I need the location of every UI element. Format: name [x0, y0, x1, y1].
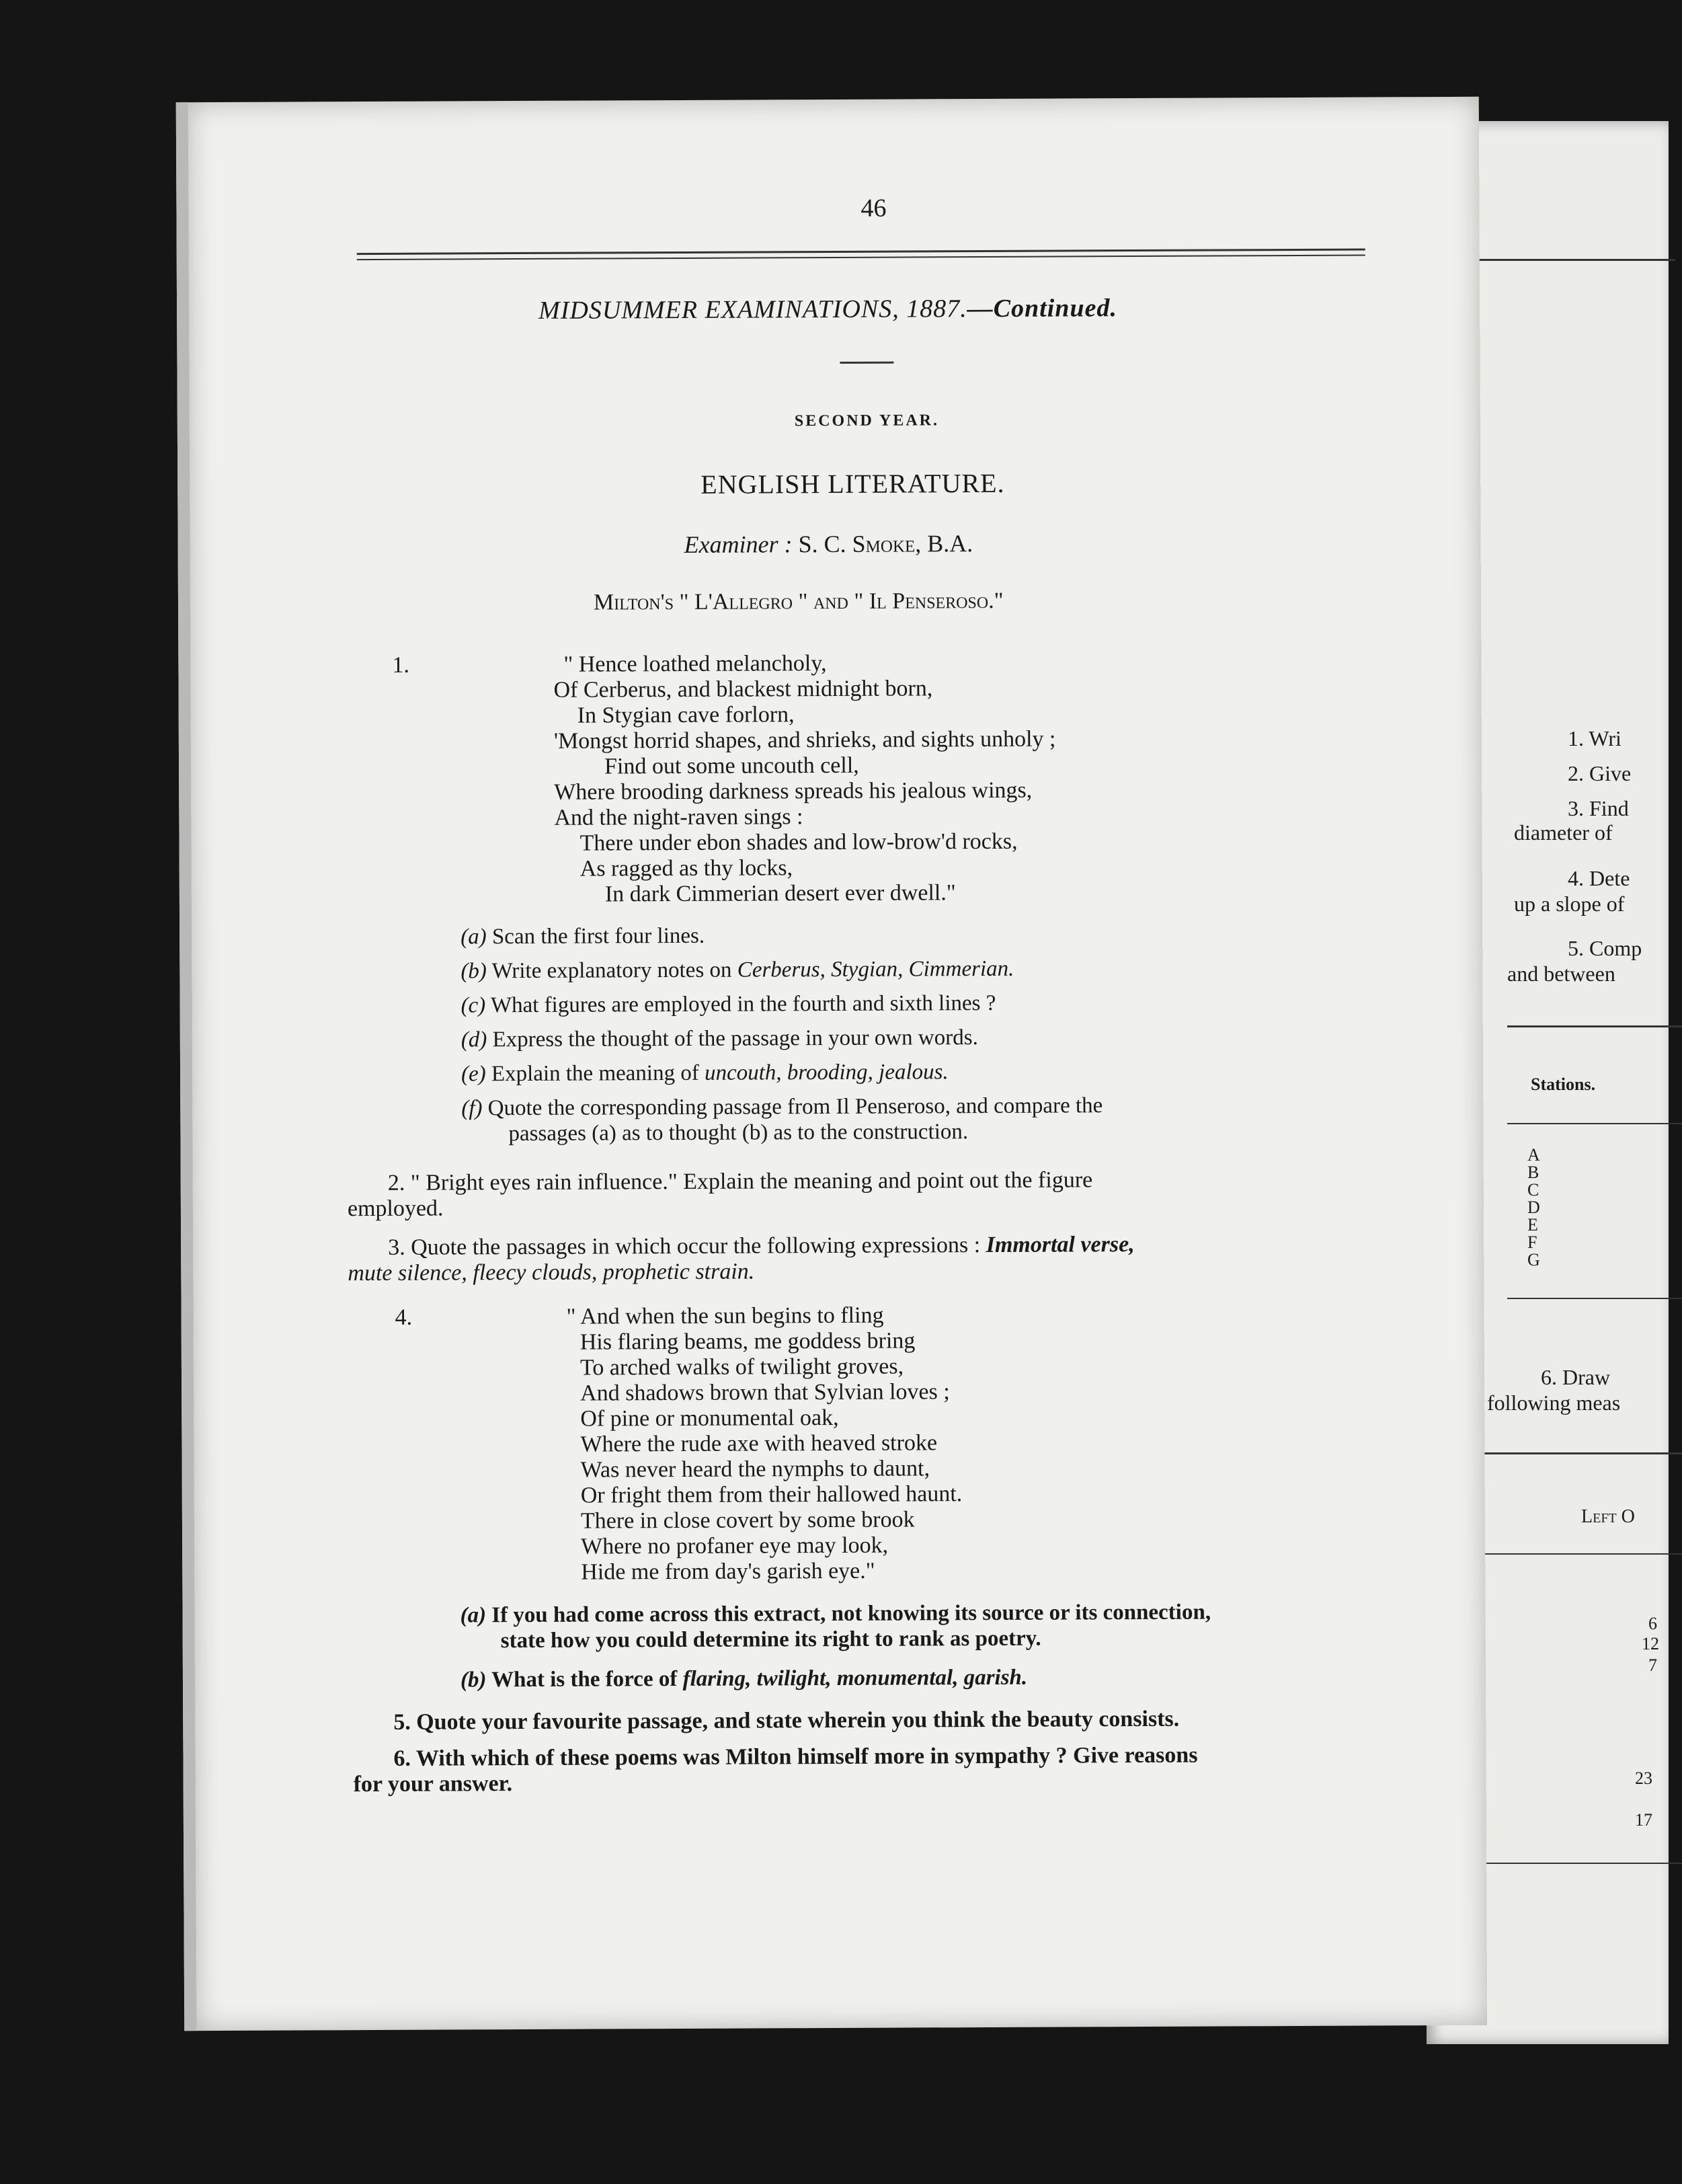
- table-rule: [1507, 1298, 1682, 1299]
- poem-line: Of pine or monumental oak,: [580, 1405, 839, 1432]
- table-header: Stations.: [1531, 1075, 1596, 1094]
- poem-line: In Stygian cave forlorn,: [577, 702, 795, 728]
- table-rule: [1480, 1553, 1682, 1555]
- sub-text: Quote the corresponding passage from Il Penseroso, and compare the: [487, 1093, 1103, 1121]
- sub-question: [461, 991, 996, 1018]
- sub-text: What figures are employed in the fourth and sixth lines ?: [490, 990, 996, 1018]
- sub-question: [461, 1025, 978, 1052]
- right-line: Left O: [1581, 1506, 1635, 1527]
- header-rule: [357, 255, 1365, 261]
- poem-line: As ragged as thy locks,: [579, 855, 793, 882]
- year-heading: SECOND YEAR.: [794, 412, 940, 430]
- question-number: 1.: [392, 652, 409, 678]
- sub-label: (a): [460, 1603, 487, 1628]
- sub-question: [460, 1666, 1027, 1693]
- question-5: 5. Quote your favourite passage, and state wherein you think the beauty consists.: [393, 1706, 1180, 1735]
- question-6: 6. With which of these poems was Milton himself more in sympathy ? Give reasons: [393, 1742, 1198, 1771]
- document-page: [176, 97, 1487, 2031]
- poem-line: And the night-raven sings :: [554, 804, 803, 830]
- sub-text-italic: uncouth, brooding, jealous.: [704, 1060, 949, 1085]
- right-line: and between: [1507, 962, 1615, 986]
- number: 6: [1648, 1614, 1657, 1633]
- sub-text: Explain the meaning of: [491, 1060, 705, 1087]
- running-head: [538, 293, 1117, 325]
- right-line: following meas: [1487, 1391, 1621, 1415]
- sub-label: (b): [460, 959, 487, 984]
- sub-question-cont: state how you could determine its right to rank as poetry.: [500, 1626, 1041, 1653]
- header-rule: [357, 249, 1365, 256]
- table-rule: [1507, 1025, 1682, 1027]
- poem-line: There in close covert by some brook: [580, 1507, 915, 1534]
- q3-italic: Immortal verse,: [986, 1232, 1135, 1258]
- sub-label: (d): [460, 1027, 487, 1052]
- station: B: [1527, 1163, 1539, 1182]
- number: 17: [1635, 1810, 1652, 1830]
- rule: [1474, 259, 1675, 261]
- station: C: [1527, 1180, 1539, 1200]
- number: 7: [1648, 1655, 1657, 1675]
- question-6-cont: for your answer.: [353, 1771, 513, 1797]
- poem-line: In dark Cimmerian desert ever dwell.": [604, 880, 956, 907]
- poem-line: Where the rude axe with heaved stroke: [580, 1430, 938, 1457]
- poem-line: And shadows brown that Sylvian loves ;: [580, 1379, 950, 1406]
- table-rule: [1474, 1863, 1682, 1864]
- right-line: 6. Draw: [1541, 1365, 1611, 1389]
- number: 23: [1635, 1768, 1652, 1788]
- poem-line: To arched walks of twilight groves,: [579, 1354, 904, 1380]
- section-title: Milton's " L'Allegro " and " Il Penseroso.": [593, 588, 1004, 615]
- sub-question: [460, 1600, 1211, 1629]
- table-rule: [1480, 1452, 1682, 1454]
- right-line: 3. Find: [1568, 796, 1629, 820]
- sub-text: Write explanatory notes on: [491, 958, 737, 984]
- right-line: 1. Wri: [1568, 726, 1621, 750]
- poem-line: " And when the sun begins to fling: [566, 1302, 884, 1329]
- stations-column: [1527, 1146, 1540, 1269]
- poem-line: Or fright them from their hallowed haunt.: [580, 1481, 963, 1508]
- right-line: 2. Give: [1568, 761, 1632, 785]
- right-line: up a slope of: [1514, 892, 1625, 916]
- station: G: [1527, 1250, 1540, 1270]
- page-number: 46: [860, 194, 887, 223]
- number: 12: [1642, 1634, 1659, 1653]
- poem-line: Hide me from day's garish eye.": [581, 1558, 875, 1585]
- running-head-title: MIDSUMMER EXAMINATIONS, 1887.: [538, 295, 967, 325]
- sub-text: What is the force of: [491, 1666, 683, 1692]
- poem-line: His flaring beams, me goddess bring: [579, 1328, 916, 1355]
- poem-line: " Hence loathed melancholy,: [563, 651, 827, 677]
- examiner-label: Examiner :: [684, 531, 793, 558]
- table-rule: [1507, 1123, 1682, 1124]
- right-line: diameter of: [1514, 820, 1613, 845]
- subject-heading: ENGLISH LITERATURE.: [700, 467, 1005, 500]
- poem-line: Find out some uncouth cell,: [604, 752, 859, 779]
- question-3-cont: mute silence, fleecy clouds, prophetic strain.: [348, 1259, 755, 1286]
- sub-question: [460, 957, 1014, 984]
- poem-line: There under ebon shades and low-brow'd rocks,: [579, 828, 1018, 856]
- question-2-cont: employed.: [347, 1196, 444, 1222]
- short-rule: [840, 362, 893, 364]
- station: A: [1527, 1145, 1540, 1165]
- sub-text-italic: Cerberus, Stygian, Cimmerian.: [737, 956, 1014, 982]
- right-line: 4. Dete: [1568, 866, 1630, 890]
- sub-text: If you had come across this extract, not knowing its source or its connection,: [491, 1600, 1211, 1628]
- sub-question: [461, 1060, 949, 1087]
- sub-question-cont: passages (a) as to thought (b) as to the construction.: [508, 1120, 969, 1146]
- station: F: [1527, 1233, 1537, 1252]
- question-number: 4.: [395, 1304, 413, 1330]
- sub-text-italic: flaring, twilight, monumental, garish.: [682, 1665, 1028, 1691]
- station: D: [1527, 1198, 1540, 1217]
- examiner-line: [684, 529, 973, 559]
- sub-label: (f): [461, 1096, 483, 1121]
- poem-line: 'Mongst horrid shapes, and shrieks, and sights unholy ;: [553, 726, 1056, 754]
- sub-label: (c): [460, 993, 486, 1018]
- sub-label: (b): [460, 1668, 487, 1692]
- sub-question: [461, 1093, 1103, 1121]
- poem-line: Where no profaner eye may look,: [581, 1532, 889, 1559]
- sub-label: (a): [460, 925, 487, 949]
- examiner-name: S. C. Smoke, B.A.: [798, 530, 973, 558]
- question-2: 2. " Bright eyes rain influence." Explain the meaning and point out the figure: [387, 1167, 1093, 1196]
- sub-text: Express the thought of the passage in your own words.: [492, 1025, 978, 1052]
- poem-line: Was never heard the nymphs to daunt,: [580, 1456, 930, 1483]
- right-line: 5. Comp: [1568, 936, 1642, 960]
- sub-question: [460, 924, 705, 950]
- poem-line: Where brooding darkness spreads his jealous wings,: [554, 777, 1033, 805]
- station: E: [1527, 1215, 1538, 1235]
- q3-text: 3. Quote the passages in which occur the following expressions :: [388, 1233, 981, 1260]
- question-3: [388, 1232, 1135, 1261]
- sub-text: Scan the first four lines.: [491, 923, 705, 949]
- poem-line: Of Cerberus, and blackest midnight born,: [553, 676, 933, 703]
- sub-label: (e): [460, 1062, 486, 1087]
- running-head-continued: —Continued.: [967, 294, 1118, 323]
